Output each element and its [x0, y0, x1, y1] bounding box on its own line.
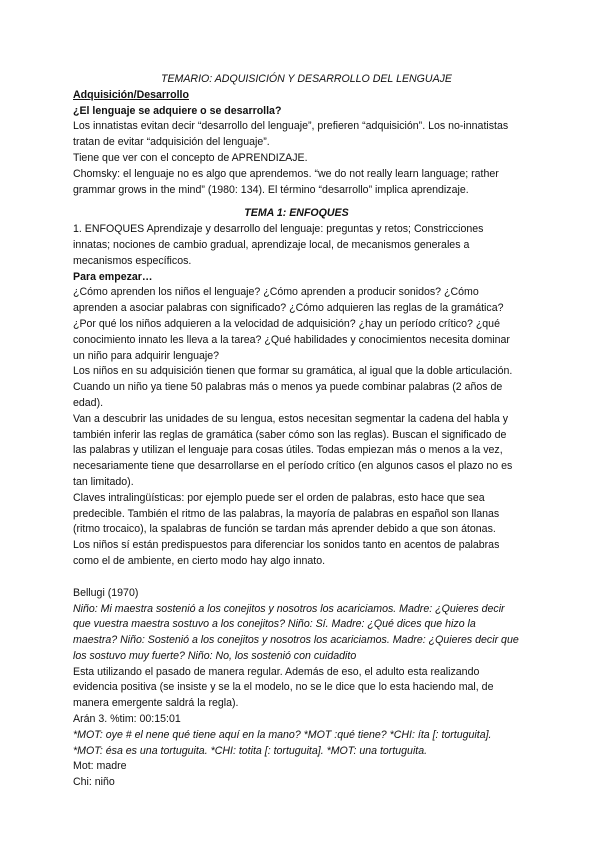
paragraph-aprendizaje: Tiene que ver con el concepto de APRENDIZAJE. [73, 151, 308, 164]
bellugi-reference: Bellugi (1970) [73, 586, 139, 599]
document-title: TEMARIO: ADQUISICIÓN Y DESARROLLO DEL LENGUAJE [160, 73, 452, 85]
paragraph-innatistas: Los innatistas evitan decir “desarrollo del lenguaje”, prefieren “adquisición”. Los no-innatistas tratan de evitar “adquisición del lenguaje”. [73, 120, 509, 149]
section-title: TEMA 1: ENFOQUES [244, 207, 349, 220]
paragraph-predispuestos: Los niños sí están predispuestos para diferenciar los sonidos tanto en acentos de palabras como el de ambiente, en cierto modo hay algo innato. [73, 539, 500, 567]
paragraph-gramatica: Los niños en su adquisición tienen que formar su gramática, al igual que la doble articulación. Cuando un niño ya tiene 50 palabras más o menos ya puede combinar palabras (2 años de edad). [73, 365, 513, 409]
para-empezar-heading: Para empezar… [73, 270, 153, 283]
paragraph-pasado: Esta utilizando el pasado de manera regular. Además de eso, el adulto esta realizando evidencia positiva (se insiste y se la el modelo, no se le dice que lo esta haciendo mal, de manera emergente saldrá la regla). [73, 665, 494, 710]
legend-mot: Mot: madre [73, 760, 127, 773]
paragraph-claves: Claves intralingüísticas: por ejemplo puede ser el orden de palabras, esto hace que sea predecible. También el ritmo de las palabras, la mayoría de palabras en español son llanas (ritmo trocaico), la spalabras de función se tardan más aprender debido a que son átonas. [73, 491, 500, 536]
paragraph-enfoques: 1. ENFOQUES Aprendizaje y desarrollo del lenguaje: preguntas y retos; Constricciones innatas; nociones de cambio gradual, aprendizaje local, de mecanismos generales a mecanismos específicos. [73, 223, 484, 267]
paragraph-chomsky: Chomsky: el lenguaje no es algo que aprendemos. “we do not really learn language; rather grammar grows in the mind” (1980: 134). El término “desarrollo” implica aprendizaje. [73, 167, 499, 196]
dialogue-bellugi: Niño: Mi maestra sostenió a los conejitos y nosotros los acariciamos. Madre: ¿Quieres decir que vuestra maestra sostuvo a los conejitos? Niño: Sí. Madre: ¿Qué dices que hizo la maestra? Niño: Sostenió a los conejitos y nosotros los acariciamos. Madre: ¿Quieres decir que los sostuvo muy fuerte? Niño: No, los sostenió con cuidadito [73, 602, 519, 662]
aran-reference: Arán 3. %tim: 00:15:01 [73, 713, 181, 726]
question-heading: ¿El lenguaje se adquiere o se desarrolla? [73, 104, 282, 117]
dialogue-aran: *MOT: oye # el nene qué tiene aquí en la mano? *MOT :qué tiene? *CHI: íta [: tortuguita]. *MOT: ésa es una tortuguita. *CHI: totita [: tortuguita]. *MOT: una tortuguita. [73, 728, 492, 757]
legend-chi: Chi: niño [73, 776, 115, 789]
paragraph-questions: ¿Cómo aprenden los niños el lenguaje? ¿Cómo aprenden a producir sonidos? ¿Cómo aprenden a asociar palabras con significado? ¿Cómo adquieren las reglas de la gramática? ¿Por qué los niños adquieren a la velocidad de adquisición? ¿hay un período crítico? ¿qué conocimiento innato les lleva a la tarea? ¿Qué habilidades y conocimientos necesita dominar un niño para adquirir lenguaje? [73, 286, 510, 362]
paragraph-unidades: Van a descubrir las unidades de su lengua, estos necesitan segmentar la cadena del habla y también inferir las reglas de gramática (saber cómo son las reglas). Buscan el significado de las palabras y utilizan el lenguaje para cosas útiles. Todas empiezan más o menos a la vez, necesariamente tiene que desarrollarse en el período crítico (en algunos casos el plazo no es tan limitado). [73, 412, 513, 488]
spacer [73, 570, 520, 586]
subtitle-heading: Adquisición/Desarrollo [73, 88, 189, 101]
